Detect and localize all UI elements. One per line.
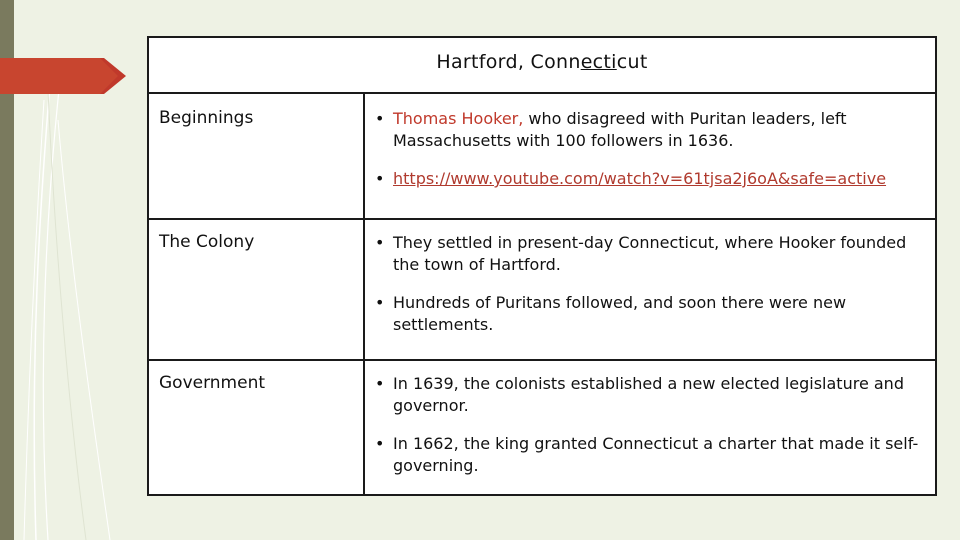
table-row-government — [149, 361, 935, 496]
table-row-colony — [149, 220, 935, 361]
content-table — [147, 36, 937, 496]
video-link[interactable]: https://www.youtube.com/watch?v=61tjsa2j6oA&safe=active — [393, 169, 887, 188]
page-title — [149, 51, 935, 73]
list-item — [371, 433, 929, 477]
arrow-icon — [0, 54, 130, 98]
bullet-text: In 1662, the king granted Connecticut a charter that made it self-governing. — [393, 434, 919, 475]
title-text-start: Hartford, Conn — [436, 51, 581, 73]
bullet-text: Hundreds of Puritans followed, and soon there were new settlements. — [393, 293, 847, 334]
row-label: Government — [159, 373, 266, 393]
bullet-list — [371, 108, 929, 206]
bullet-text: They settled in present-day Connecticut, where Hooker founded the town of Hartford. — [393, 233, 907, 274]
row-label: The Colony — [159, 232, 255, 252]
title-text-underlined: ecti — [580, 51, 617, 73]
title-text-end: cut — [616, 51, 648, 73]
bullet-list — [371, 232, 929, 352]
list-item — [371, 168, 929, 190]
list-item — [371, 292, 929, 336]
title-row — [149, 38, 935, 94]
bullet-text: In 1639, the colonists established a new elected legislature and governor. — [393, 374, 904, 415]
list-item — [371, 373, 929, 417]
table-row-beginnings — [149, 94, 935, 220]
list-item — [371, 232, 929, 276]
bullet-text: who disagreed with Puritan leaders, left Massachusetts with 100 followers in 1636. — [393, 109, 847, 150]
highlight-name: Thomas Hooker, — [393, 109, 524, 128]
bullet-list — [371, 373, 929, 493]
row-label: Beginnings — [159, 108, 254, 128]
list-item — [371, 108, 929, 152]
